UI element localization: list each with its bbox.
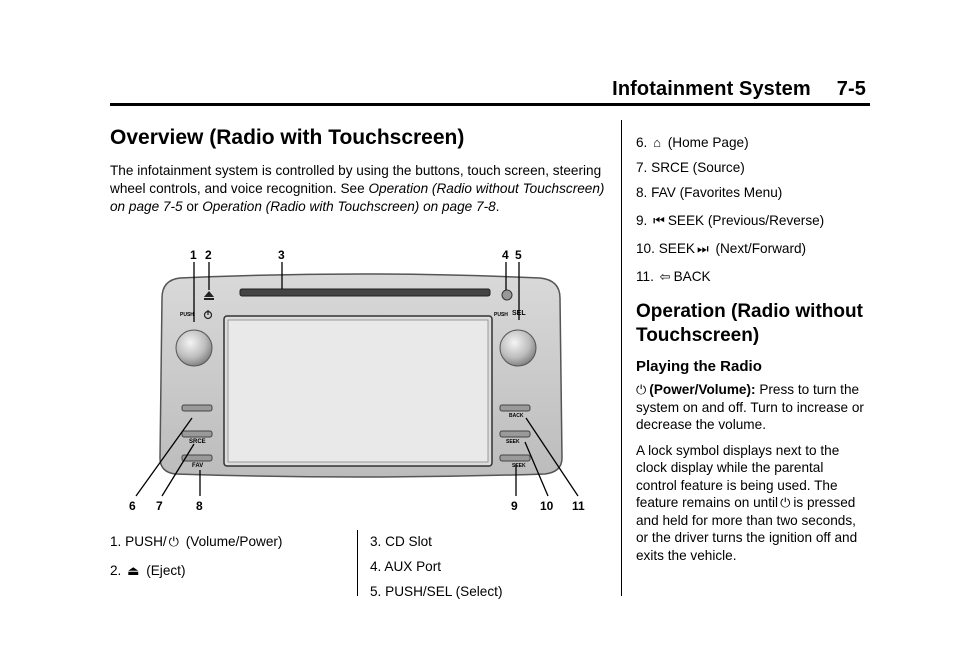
item-number: 5.: [370, 584, 382, 599]
header-rule: [110, 103, 870, 106]
page-header: [612, 78, 866, 101]
aux-port: [502, 290, 512, 300]
item-label: PUSH/SEL (Select): [385, 584, 503, 599]
back-icon: ⇦: [659, 269, 671, 284]
list-item: [110, 532, 340, 557]
panel-label-back: BACK: [509, 413, 524, 419]
panel-label-seek-reverse: SEEK: [512, 463, 526, 469]
home-button: [182, 405, 212, 411]
lock-paragraph: [636, 442, 866, 565]
panel-label-sel: SEL: [512, 310, 526, 317]
volume-knob: [176, 330, 212, 366]
callout-2: 2: [205, 248, 212, 262]
item-description: (Next/Forward): [711, 241, 807, 256]
callout-10: 10: [540, 499, 554, 513]
item-number: 1.: [110, 534, 122, 549]
operation-subtitle: Playing the Radio: [636, 358, 762, 375]
item-number: 4.: [370, 559, 382, 574]
list-item: [636, 133, 866, 158]
back-button: [500, 405, 530, 411]
item-label: CD Slot: [385, 534, 432, 549]
power-icon: ⏻: [780, 495, 791, 510]
list-item: [636, 183, 866, 208]
home-icon: ⌂: [653, 135, 661, 150]
lock-text-continued: is pressed and held for more than two seconds, or the driver turns the ignition off and exits the vehicle.: [636, 495, 858, 563]
intro-or: or: [182, 199, 203, 214]
power-icon: ⏻: [168, 534, 179, 549]
radio-illustration: [120, 248, 600, 516]
list-item: [636, 267, 866, 292]
item-label: PUSH/: [125, 534, 167, 549]
intro-link-without-touchscreen[interactable]: Operation (Radio without Touchscreen) on page 7-5: [110, 181, 605, 214]
callout-5: 5: [515, 248, 522, 262]
panel-label-seek-forward: SEEK: [506, 439, 520, 445]
seek-reverse-icon: ⏮: [653, 213, 665, 228]
item-description: (Volume/Power): [181, 534, 283, 549]
right-column: [636, 133, 866, 572]
operation-title: Operation (Radio without Touchscreen): [636, 301, 863, 346]
eject-icon: ⏏: [127, 563, 140, 578]
seek-forward-icon: ⏭: [696, 241, 709, 256]
intro-paragraph: [110, 162, 607, 216]
list-item: [110, 561, 340, 586]
item-number: 9.: [636, 213, 648, 228]
select-knob: [500, 330, 536, 366]
cd-slot: [240, 289, 490, 296]
callout-7: 7: [156, 499, 163, 513]
item-number: 10.: [636, 241, 655, 256]
item-number: 11.: [636, 269, 654, 284]
item-label: AUX Port: [384, 559, 442, 574]
callout-4: 4: [502, 248, 509, 262]
item-label: SRCE (Source): [651, 160, 745, 175]
intro-end: .: [495, 199, 500, 214]
callout-9: 9: [511, 499, 518, 513]
item-number: 7.: [636, 160, 648, 175]
page-number: 7-5: [836, 78, 866, 100]
section-title: Overview (Radio with Touchscreen): [110, 126, 465, 149]
power-paragraph: [636, 381, 866, 434]
intro-text: The infotainment system is controlled by using the buttons, touch screen, steering wheel controls, and voice recognition. See: [110, 163, 602, 196]
item-description: SEEK (Previous/Reverse): [667, 213, 825, 228]
item-description: (Eject): [142, 563, 186, 578]
item-label: SEEK: [658, 241, 695, 256]
power-icon: ⏻: [636, 382, 647, 397]
overview-section: [110, 126, 610, 216]
list-item: [370, 532, 610, 557]
callout-1: 1: [190, 248, 197, 262]
item-number: 8.: [636, 185, 648, 200]
srce-button: [182, 431, 212, 437]
power-text: Press to turn the system on and off. Turn to increase or decrease the volume.: [636, 382, 864, 432]
legend-list-1: [110, 532, 340, 586]
item-number: 6.: [636, 135, 648, 150]
item-number: 2.: [110, 563, 122, 578]
column-divider: [357, 530, 358, 596]
legend-list-2: [370, 532, 610, 607]
panel-label-push-left: PUSH: [180, 312, 194, 318]
list-item: [370, 557, 610, 582]
list-item: [370, 582, 610, 607]
item-number: 3.: [370, 534, 382, 549]
lock-text: A lock symbol displays next to the clock display while the parental control feature is being used. The feature remains on until: [636, 442, 840, 510]
list-item: [636, 158, 866, 183]
panel-label-srce: SRCE: [189, 439, 206, 445]
panel-label-push-right: PUSH: [494, 312, 508, 318]
item-description: BACK: [673, 269, 711, 284]
radio-figure: [120, 248, 600, 516]
seek-forward-button: [500, 431, 530, 437]
callout-6: 6: [129, 499, 136, 513]
callout-11: 11: [572, 499, 585, 513]
intro-link-with-touchscreen[interactable]: Operation (Radio with Touchscreen) on page 7-8: [202, 199, 496, 214]
header-title: Infotainment System: [612, 78, 811, 100]
item-label: FAV (Favorites Menu): [651, 185, 783, 200]
item-description: (Home Page): [663, 135, 749, 150]
list-item: [636, 239, 866, 264]
seek-reverse-button: [500, 455, 530, 461]
list-item: [636, 211, 866, 236]
power-label: (Power/Volume):: [649, 382, 756, 397]
column-divider-right: [621, 120, 622, 596]
callout-8: 8: [196, 499, 203, 513]
panel-label-fav: FAV: [192, 463, 204, 469]
callout-3: 3: [278, 248, 285, 262]
